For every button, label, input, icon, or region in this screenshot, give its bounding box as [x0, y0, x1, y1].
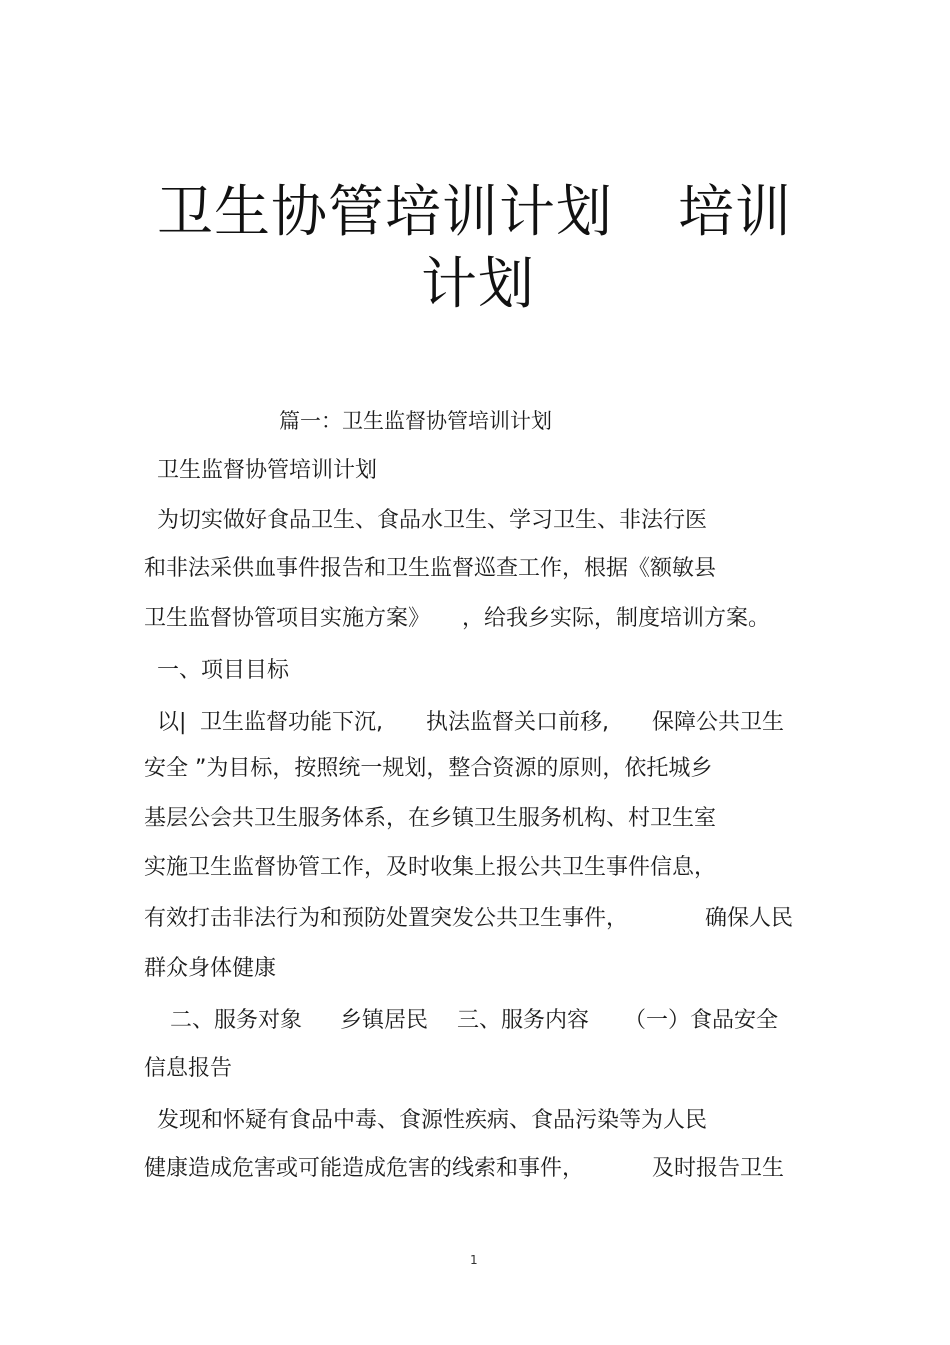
body-line: 卫生监督协管培训计划	[157, 458, 378, 483]
document-title-part1: 卫生协管培训计划	[157, 180, 613, 245]
body-line: 及时报告卫生	[652, 1156, 785, 1181]
body-line: 实施卫生监督协管工作，及时收集上报公共卫生事件信息，	[144, 855, 717, 880]
body-line: 有效打击非法行为和预防处置突发公共卫生事件，	[144, 906, 629, 931]
body-line: 确保人民	[705, 906, 794, 931]
body-line: 信息报告	[144, 1056, 233, 1081]
document-title-part2: 培训	[678, 180, 792, 245]
section-heading: 篇一：卫生监督协管培训计划	[279, 409, 552, 433]
section-heading-content: 三、服务内容	[457, 1008, 590, 1033]
page-number: 1	[470, 1253, 478, 1267]
body-line: 群众身体健康	[144, 956, 277, 981]
body-line: 卫生监督功能下沉,	[200, 710, 383, 735]
body-line: 基层公会共卫生服务体系，在乡镇卫生服务机构、村卫生室	[144, 806, 717, 831]
body-line: ，给我乡实际，制度培训方案。	[462, 606, 771, 631]
body-line: 保障公共卫生	[652, 710, 785, 735]
body-line: 乡镇居民	[340, 1008, 429, 1033]
section-heading-target: 二、服务对象	[170, 1008, 303, 1033]
body-line: 健康造成危害或可能造成危害的线索和事件，	[144, 1156, 585, 1181]
body-line: 和非法采供血事件报告和卫生监督巡查工作，根据《额敏县	[144, 556, 717, 581]
body-line: 卫生监督协管项目实施方案》	[144, 606, 431, 631]
body-line: 发现和怀疑有食品中毒、食源性疾病、食品污染等为人民	[157, 1108, 708, 1133]
body-line: 以|	[157, 710, 187, 735]
body-line: 安全 ”为目标，按照统一规划，整合资源的原则，依托城乡	[144, 756, 713, 781]
section-subheading: （一）食品安全	[624, 1008, 779, 1033]
section-heading-goal: 一、项目目标	[157, 658, 290, 683]
body-line: 执法监督关口前移,	[426, 710, 609, 735]
body-line: 为切实做好食品卫生、食品水卫生、学习卫生、非法行医	[157, 508, 708, 533]
document-title-part3: 计划	[421, 252, 535, 317]
